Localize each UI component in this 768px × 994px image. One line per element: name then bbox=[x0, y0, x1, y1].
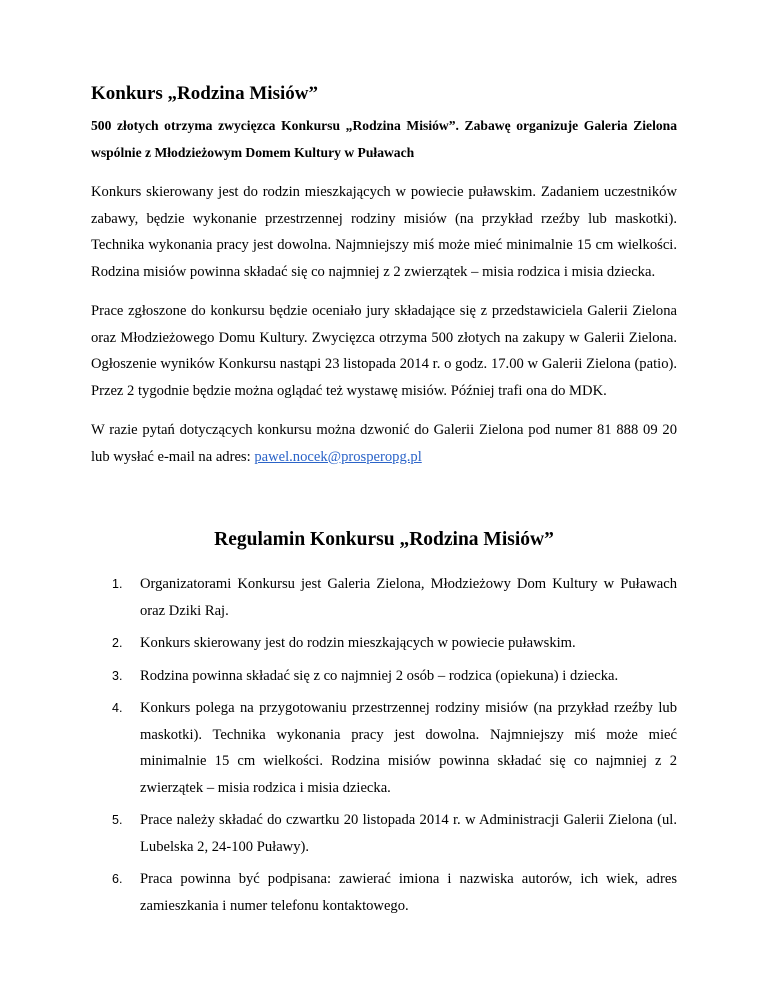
rule-item bbox=[112, 695, 677, 801]
rule-number: 6. bbox=[112, 872, 123, 886]
rule-text: Rodzina powinna składać się z co najmniej 2 osób – rodzica (opiekuna) i dziecka. bbox=[140, 667, 619, 684]
rule-number: 3. bbox=[112, 668, 123, 683]
rule-item bbox=[112, 866, 677, 919]
email-link[interactable]: pawel.nocek@prosperopg.pl bbox=[254, 448, 422, 465]
rule-text: Organizatorami Konkursu jest Galeria Zielona, Młodzieżowy Dom Kultury w Puławach oraz Dziki Raj. bbox=[140, 576, 677, 619]
rules-list bbox=[91, 571, 677, 919]
rule-item bbox=[112, 571, 677, 624]
rules-heading: Regulamin Konkursu „Rodzina Misiów” bbox=[214, 529, 554, 550]
contact-text: W razie pytań dotyczących konkursu można dzwonić do Galerii Zielona pod numer 81 888 09 20 lub wysłać e-mail na adres: bbox=[91, 422, 677, 465]
rule-number: 4. bbox=[112, 701, 123, 715]
document-content bbox=[91, 80, 677, 925]
rule-item bbox=[112, 807, 677, 860]
article-paragraph-1: Konkurs skierowany jest do rodzin mieszkających w powiecie puławskim. Zadaniem uczestników zabawy, będzie wykonanie przestrzennej rodziny misiów (na przykład rzeźby lub maskotki). Technika wykonania pracy jest dowolna. Najmniejszy miś może mieć minimalnie 15 cm wielkości. Rodzina misiów powinna składać się co najmniej z 2 zwierzątek – misia rodzica i misia dziecka. bbox=[91, 184, 677, 280]
article-paragraph-2: Prace zgłoszone do konkursu będzie oceniało jury składające się z przedstawiciela Galerii Zielona oraz Młodzieżowego Domu Kultury. Zwycięzca otrzyma 500 złotych na zakupy w Galerii Zielona. Ogłoszenie wyników Konkursu nastąpi 23 listopada 2014 r. o godz. 17.00 w Galerii Zielona (patio). Przez 2 tygodnie będzie można oglądać też wystawę misiów. Później trafi ona do MDK. bbox=[91, 303, 677, 399]
rule-number: 5. bbox=[112, 813, 123, 827]
rule-text: Prace należy składać do czwartku 20 listopada 2014 r. w Administracji Galerii Zielona (ul. Lubelska 2, 24-100 Puławy). bbox=[140, 812, 677, 855]
rule-item bbox=[112, 630, 677, 657]
rule-number: 1. bbox=[112, 577, 123, 591]
article-heading: Konkurs „Rodzina Misiów” bbox=[91, 83, 318, 104]
rule-number: 2. bbox=[112, 636, 123, 650]
rule-item bbox=[112, 663, 677, 690]
article-paragraph-3 bbox=[91, 417, 677, 470]
article-lead: 500 złotych otrzyma zwycięzca Konkursu „Rodzina Misiów”. Zabawę organizuje Galeria Zielona wspólnie z Młodzieżowym Domem Kultury w Puławach bbox=[91, 118, 677, 160]
rule-text: Praca powinna być podpisana: zawierać imiona i nazwiska autorów, ich wiek, adres zamieszkania i numer telefonu kontaktowego. bbox=[140, 871, 677, 914]
rule-text: Konkurs polega na przygotowaniu przestrzennej rodziny misiów (na przykład rzeźby lub maskotki). Technika wykonania pracy jest dowolna. Najmniejszy miś może mieć minimalnie 15 cm wielkości. Rodzina misiów powinna składać się co najmniej z 2 zwierzątek – misia rodzica i misia dziecka. bbox=[140, 700, 677, 796]
rule-text: Konkurs skierowany jest do rodzin mieszkających w powiecie puławskim. bbox=[140, 635, 576, 651]
